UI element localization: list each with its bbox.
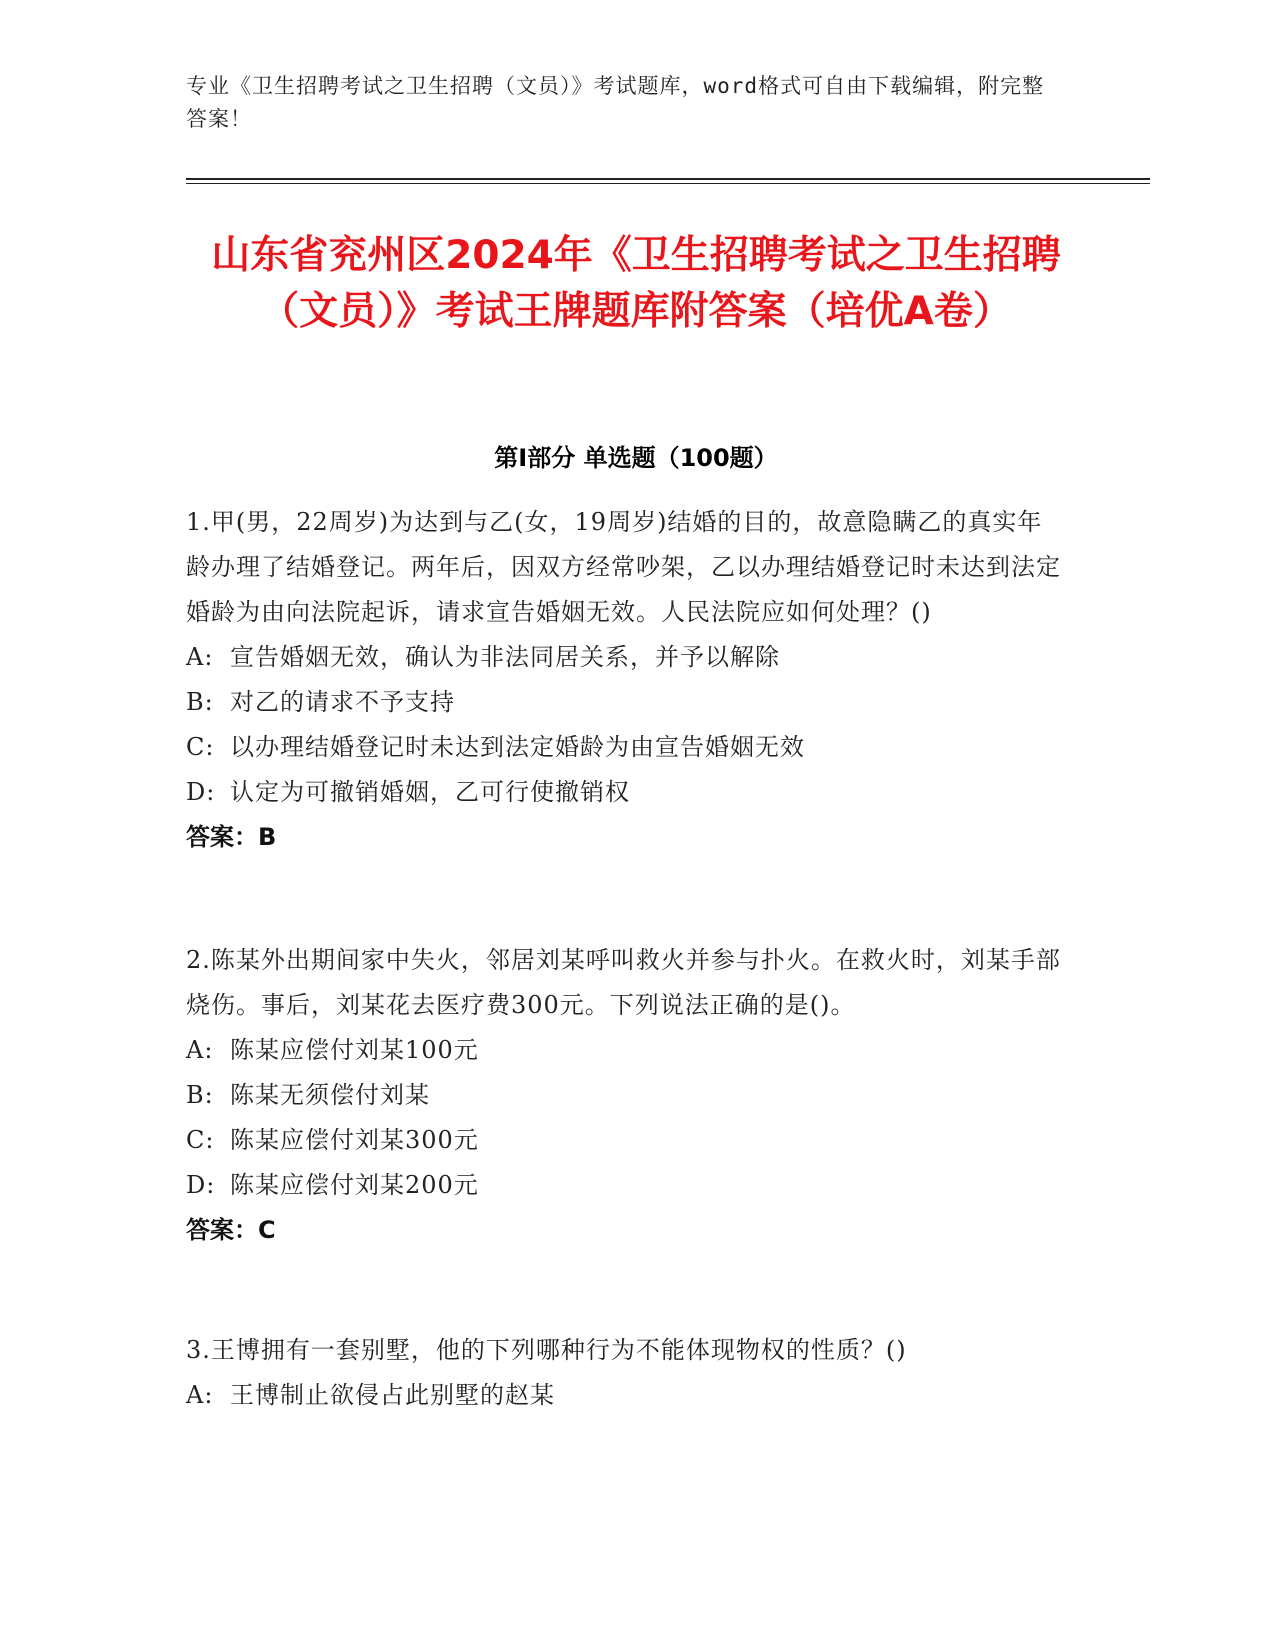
question-stem: 1.甲(男，22周岁)为达到与乙(女，19周岁)结婚的目的，故意隐瞒乙的真实年龄办理了结婚登记。两年后，因双方经常吵架，乙以办理结婚登记时未达到法定婚龄为由向法院起诉，请求宣告婚姻无效。人民法院应如何处理？() <box>186 508 1061 626</box>
answer: 答案：B <box>186 823 277 851</box>
option-letter: B: <box>186 688 214 716</box>
option-letter: A: <box>186 1036 214 1064</box>
option-letter: C: <box>186 1126 215 1154</box>
option-text: 认定为可撤销婚姻，乙可行使撤销权 <box>230 778 630 806</box>
question-1 <box>186 500 1066 860</box>
header-note: 专业《卫生招聘考试之卫生招聘（文员）》考试题库，word格式可自由下载编辑，附完整答案！ <box>186 74 1045 131</box>
option-a <box>186 635 1066 680</box>
option-d <box>186 1163 1066 1208</box>
option-a <box>186 1028 1066 1073</box>
option-text: 陈某应偿付刘某300元 <box>230 1126 479 1154</box>
option-c <box>186 725 1066 770</box>
option-a <box>186 1373 1066 1418</box>
question-stem: 2.陈某外出期间家中失火，邻居刘某呼叫救火并参与扑火。在救火时，刘某手部烧伤。事后，刘某花去医疗费300元。下列说法正确的是()。 <box>186 946 1061 1019</box>
option-text: 以办理结婚登记时未达到法定婚龄为由宣告婚姻无效 <box>230 733 805 761</box>
option-letter: D: <box>186 778 216 806</box>
option-text: 陈某应偿付刘某200元 <box>230 1171 479 1199</box>
option-letter: A: <box>186 643 214 671</box>
option-text: 陈某无须偿付刘某 <box>230 1081 430 1109</box>
option-text: 王博制止欲侵占此别墅的赵某 <box>230 1381 555 1409</box>
option-letter: A: <box>186 1381 214 1409</box>
question-3 <box>186 1328 1066 1418</box>
question-stem: 3.王博拥有一套别墅，他的下列哪种行为不能体现物权的性质？() <box>186 1336 907 1364</box>
section-title: 第Ⅰ部分 单选题（100题） <box>494 444 778 472</box>
option-b <box>186 1073 1066 1118</box>
document-title: 山东省兖州区2024年《卫生招聘考试之卫生招聘（文员）》考试王牌题库附答案（培优A卷） <box>211 233 1061 334</box>
option-text: 对乙的请求不予支持 <box>230 688 455 716</box>
header-divider-thin <box>186 183 1150 184</box>
option-b <box>186 680 1066 725</box>
option-letter: D: <box>186 1171 216 1199</box>
header-divider <box>186 178 1150 180</box>
option-letter: B: <box>186 1081 214 1109</box>
option-text: 陈某应偿付刘某100元 <box>230 1036 479 1064</box>
option-text: 宣告婚姻无效，确认为非法同居关系，并予以解除 <box>230 643 780 671</box>
option-c <box>186 1118 1066 1163</box>
answer: 答案：C <box>186 1216 276 1244</box>
option-d <box>186 770 1066 815</box>
option-letter: C: <box>186 733 215 761</box>
question-2 <box>186 938 1066 1253</box>
